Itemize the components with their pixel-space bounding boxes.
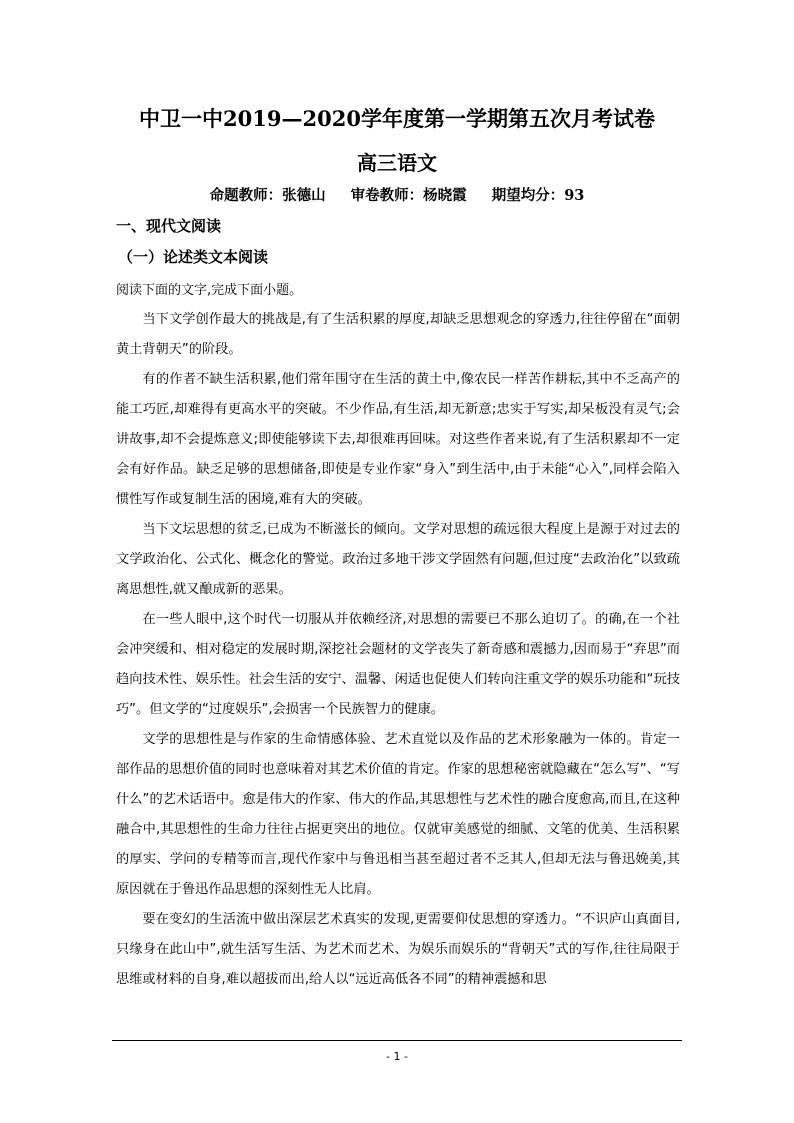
- exam-title: 中卫一中2019—2020学年度第一学期第五次月考试卷: [139, 106, 655, 131]
- exam-info-line: [0, 184, 794, 205]
- average-score-info: 期望均分：93: [491, 187, 585, 204]
- passage-paragraph: 在一些人眼中,这个时代一切服从并依赖经济,对思想的需要已不那么迫切了。的确,在一个社会冲突缓和、相对稳定的发展时期,深挖社会题材的文学丧失了新奇感和震撼力,因而易于“弃思”而趋向技术性、娱乐性。社会生活的安宁、温馨、闲适也促使人们转向注重文学的娱乐功能和“玩技巧”。但文学的“过度娱乐”,会损害一个民族智力的健康。: [116, 612, 680, 717]
- author-info: 命题教师：张德山: [209, 187, 326, 204]
- passage-paragraph: 要在变幻的生活流中做出深层艺术真实的发现,更需要仰仗思想的穿透力。“不识庐山真面目,只缘身在此山中”,就生活写生活、为艺术而艺术、为娱乐而娱乐的“背朝天”式的写作,往往局限于思维或材料的自身,难以超拔而出,给人以“远近高低各不同”的精神震撼和思: [116, 912, 680, 987]
- passage-paragraph: 当下文学创作最大的挑战是,有了生活积累的厚度,却缺乏思想观念的穿透力,往往停留在“面朝黄土背朝天”的阶段。: [116, 312, 680, 357]
- passage-paragraph: 文学的思想性是与作家的生命情感体验、艺术直觉以及作品的艺术形象融为一体的。肯定一部作品的思想价值的同时也意味着对其艺术价值的肯定。作家的思想秘密就隐藏在“怎么写”、“写什么”的艺术话语中。愈是伟大的作家、伟大的作品,其思想性与艺术性的融合度愈高,而且,在这种融合中,其思想性的生命力往往占据更突出的地位。仅就审美感觉的细腻、文笔的优美、生活积累的厚实、学问的专精等而言,现代作家中与鲁迅相当甚至超过者不乏其人,但却无法与鲁迅娩美,其原因就在于鲁迅作品思想的深刻性无人比肩。: [116, 732, 680, 897]
- section-heading-argumentative-reading: （一）论述类文本阅读: [118, 248, 269, 266]
- passage-paragraph: 当下文坛思想的贫乏,已成为不断滋长的倾向。文学对思想的疏远很大程度上是源于对过去的文学政治化、公式化、概念化的警觉。政治过多地干涉文学固然有问题,但过度“去政治化”以致疏离思想性,就又酿成新的恶果。: [116, 522, 680, 597]
- reading-instruction: 阅读下面的文字,完成下面小题。: [116, 283, 303, 298]
- page-number: - 1 -: [386, 1050, 408, 1063]
- reviewer-info: 审卷教师：杨晓霞: [350, 187, 467, 204]
- section-heading-modern-reading: 一、现代文阅读: [116, 217, 222, 235]
- passage-body: [116, 305, 680, 995]
- footer-divider: [112, 1040, 682, 1041]
- exam-subtitle: 高三语文: [357, 151, 437, 175]
- passage-paragraph: 有的作者不缺生活积累,他们常年围守在生活的黄土中,像农民一样苦作耕耘,其中不乏高产的能工巧匠,却难得有更高水平的突破。不少作品,有生活,却无新意;忠实于写实,却呆板没有灵气;会讲故事,却不会提炼意义;即使能够读下去,却很难再回味。对这些作者来说,有了生活积累却不一定会有好作品。缺乏足够的思想储备,即使是专业作家“身入”到生活中,由于未能“心入”,同样会陷入惯性写作或复制生活的困境,难有大的突破。: [116, 372, 680, 507]
